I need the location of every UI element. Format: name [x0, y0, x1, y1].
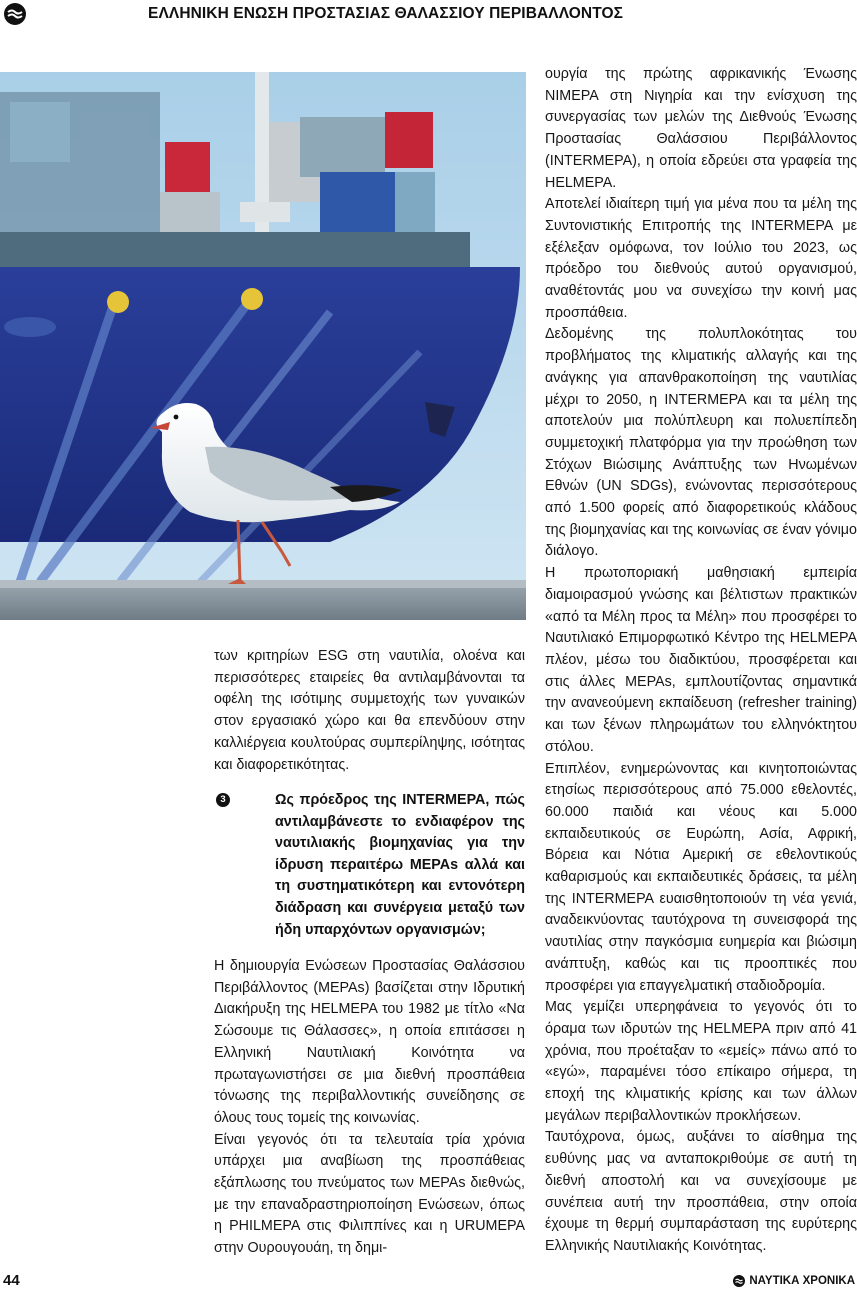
middle-column-continuation	[214, 646, 525, 776]
answer-paragraph: Αποτελεί ιδιαίτερη τιμή για μένα που τα μέλη της Συντονιστικής Επιτροπής της INTERMEPA με εξέλεξαν ομόφωνα, τον Ιούλιο του 2023, ως πρόεδρο του διεθνούς αυτού οργανισμού, αναθέτοντάς μου να συνεχίσω την κοινή μας προσπάθεια.	[545, 196, 857, 321]
question-number-badge: 3	[216, 793, 230, 807]
continuation-paragraph: των κριτηρίων ESG στη ναυτιλία, ολοένα και περισσότερες εταιρείες θα αντιλαμβάνονται τα οφέλη της ισότιμης συμμετοχής των γυναικών στον εργασιακό χώρο και θα επενδύουν στην καλλιέργεια κουλτούρας συμπερίληψης, ισότητας και διαφορετικότητας.	[214, 648, 525, 773]
answer-paragraph: Μας γεμίζει υπερηφάνεια το γεγονός ότι το όραμα των ιδρυτών της HELMEPA πριν από 41 χρόνια, που προέταξαν το «εμείς» πάνω από το «εγώ», παραμένει τόσο επίκαιρο σήμερα, τη εποχή της κλιματικής κρίσης και των άλλων μεγάλων περιβαλλοντικών προκλήσεων.	[545, 999, 857, 1124]
publication-brand	[733, 1275, 855, 1287]
answer-paragraph: Η πρωτοποριακή μαθησιακή εμπειρία διαμοιρασμού γνώσης και βέλτιστων πρακτικών «από τα Μέλη προς τα Μέλη» που προσφέρει το Ναυτιλιακό Επιμορφωτικό Κέντρο της HELMEPA πλέον, μέσω του διαδικτύου, προσφέρεται και στις άλλες MEPAs, εμπλουτίζοντας σημαντικά την ανανεούμενη εκπαίδευση (refresher training) και των ξένων πληρωμάτων του ελληνόκτητου στόλου.	[545, 565, 857, 755]
wave-logo-icon	[4, 3, 26, 25]
answer-paragraph: Ταυτόχρονα, όμως, αυξάνει το αίσθημα της ευθύνης μας να ανταποκριθούμε σε αυτή τη διεθνή αποστολή και να συνεχίσουμε με συνέπεια αυτή την προσπάθεια, στην οποία έχουμε τη θερμή συμπαράσταση της ευρύτερης Ελληνικής Ναυτιλιακής Κοινότητας.	[545, 1129, 857, 1254]
page-number: 44	[3, 1272, 20, 1289]
brand-name: ΝΑΥΤΙΚΑ ΧΡΟΝΙΚΑ	[749, 1275, 855, 1287]
interview-question: Ως πρόεδρος της INTERMEPA, πώς αντιλαμβάνεστε το ενδιαφέρον της ναυτιλιακής βιομηχανίας για την ίδρυση περαιτέρω MEPAs αλλά και τη συστηματικότερη και εντονότερη διάδραση και συνέργεια μεταξύ των ήδη υπαρχόντων οργανισμών;	[275, 792, 525, 938]
answer-paragraph: Επιπλέον, ενημερώνοντας και κινητοποιώντας ετησίως περισσότερους από 75.000 εθελοντές, 60.000 παιδιά και νέους και 5.000 εκπαιδευτικούς σε Ευρώπη, Ασία, Αφρική, Βόρεια και Νότια Αμερική σε εθελοντικούς καθαρισμούς και εκπαιδευτικές δράσεις, τα μέλη της INTERMEPA ευαισθητοποιούν τη νέα γενιά, αναδεικνύοντας ταυτόχρονα τη συνεισφορά της ναυτιλίας στην παγκόσμια ευημερία και βιώσιμη ανάπτυξη, καθώς και τις προοπτικές που προσφέρει για επαγγελματική σταδιοδρομία.	[545, 760, 857, 994]
org-title: ΕΛΛΗΝΙΚΗ ΕΝΩΣΗ ΠΡΟΣΤΑΣΙΑΣ ΘΑΛΑΣΣΙΟΥ ΠΕΡΙΒΑΛΛΟΝΤΟΣ	[148, 5, 624, 22]
middle-column-answer	[214, 956, 525, 1260]
answer-paragraph: Είναι γεγονός ότι τα τελευταία τρία χρόνια υπάρχει μια αναβίωση της προσπάθειας εξάπλωσης του πνεύματος των MEPAs διεθνώς, με την επαναδραστηριοποίηση Ενώσεων, όπως η PHILMEPA στις Φιλιππίνες και η URUMEPA στην Ουρουγουάη, τη δημι-	[214, 1131, 525, 1257]
right-column	[545, 64, 857, 1258]
seagull-ship-photo	[0, 72, 526, 620]
answer-paragraph: Η δημιουργία Ενώσεων Προστασίας Θαλάσσιου Περιβάλλοντος (MEPAs) βασίζεται στην Ιδρυτική Διακήρυξη της HELMEPA του 1982 με τίτλο «Να Σώσουμε τις Θάλασσες», η οποία επιτάσσει η Ελληνική Ναυτιλιακή Κοινότητα να πρωταγωνιστήσει σε μια διεθνή προσπάθεια τόνωσης της περιβαλλοντικής συνείδησης σε όλους τους τομείς της κοινωνίας.	[214, 958, 525, 1126]
answer-paragraph: Δεδομένης της πολυπλοκότητας του προβλήματος της κλιματικής αλλαγής και της ανάγκης για απανθρακοποίηση της ναυτιλίας μέχρι το 2050, η INTERMEPA και τα μέλη της αποτελούν μια πολύπλευρη και πολυεπίπεδη συμμετοχική πλατφόρμα για την προώθηση των Στόχων Βιώσιμης Ανάπτυξης των Ηνωμένων Εθνών (UN SDGs), ενώνοντας περισσότερους από 1.500 φορείς από διαφορετικούς κλάδους της βιομηχανίας και της κοινωνίας σε έναν γόνιμο διάλογο.	[545, 326, 857, 560]
answer-paragraph: ουργία της πρώτης αφρικανικής Ένωσης NIMEPA στη Νιγηρία και την ενίσχυση της συνεργασίας των μελών της Διεθνούς Ένωσης Προστασίας Θαλάσσιου Περιβάλλοντος (INTERMEPA), η οποία εδρεύει στα γραφεία της HELMEPA.	[545, 66, 857, 191]
wave-logo-icon	[733, 1275, 745, 1287]
